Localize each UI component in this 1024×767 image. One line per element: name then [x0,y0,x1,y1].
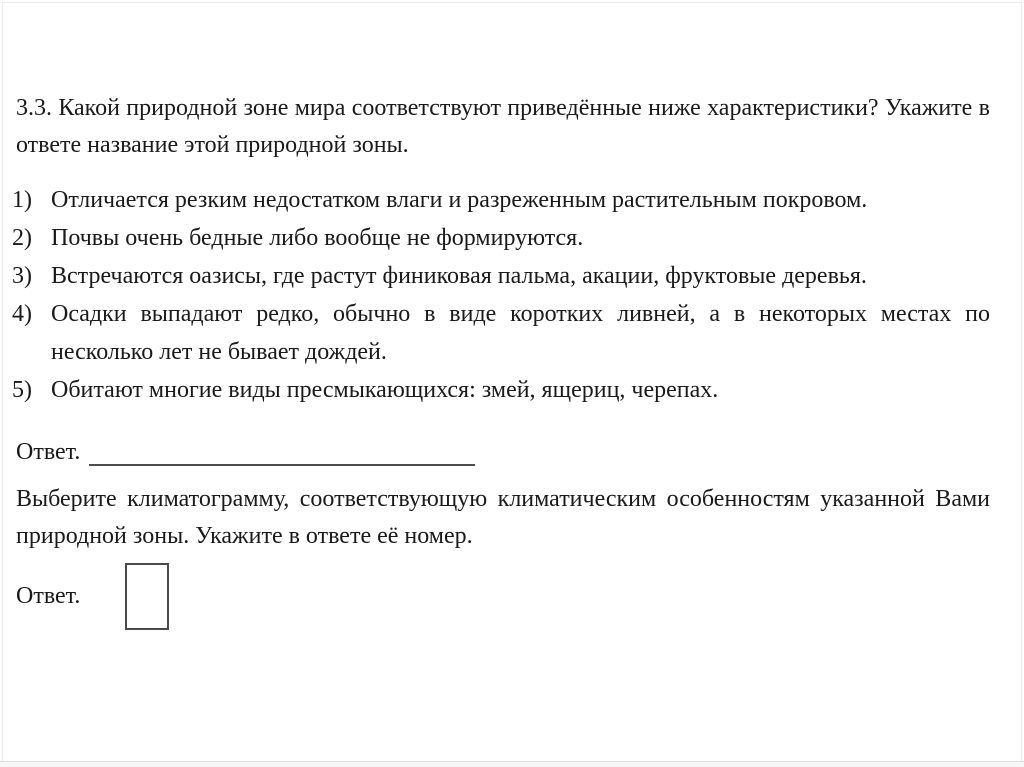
list-item [12,371,990,409]
answer-line-number [16,563,990,630]
list-item-number: 2) [12,225,32,251]
answer-box[interactable] [125,563,169,630]
list-item-text: Почвы очень бедные либо вообще не формируются. [51,225,584,251]
list-item [12,181,990,219]
list-item-number: 1) [12,187,32,213]
list-item-text: Обитают многие виды пресмыкающихся: змей, ящериц, черепах. [51,377,719,403]
list-item-text: Отличается резким недостатком влаги и разреженным растительным покровом. [51,187,868,213]
answer-blank-line[interactable] [89,464,475,466]
list-item-number: 4) [12,301,32,327]
answer-label: Ответ. [16,439,81,465]
list-item [12,257,990,295]
list-item [12,295,990,371]
bottom-edge-divider [0,761,1024,767]
climatogram-instruction: Выберите климатограмму, соответствующую климатическим особенностям указанной Вами природной зоны. Укажите в ответе её номер. [16,486,990,549]
list-item-number: 3) [12,263,32,289]
answer-line-name [16,434,990,471]
list-item-text: Встречаются оазисы, где растут финиковая пальма, акации, фруктовые деревья. [51,263,867,289]
answer-label: Ответ. [16,583,81,609]
characteristics-list [12,181,990,409]
list-item-text: Осадки выпадают редко, обычно в виде коротких ливней, а в некоторых местах по несколько лет не бывает дождей. [51,301,990,365]
list-item [12,219,990,257]
list-item-number: 5) [12,377,32,403]
question-intro: 3.3. Какой природной зоне мира соответствуют приведённые ниже характеристики? Укажите в ответе название этой природной зоны. [16,95,990,158]
